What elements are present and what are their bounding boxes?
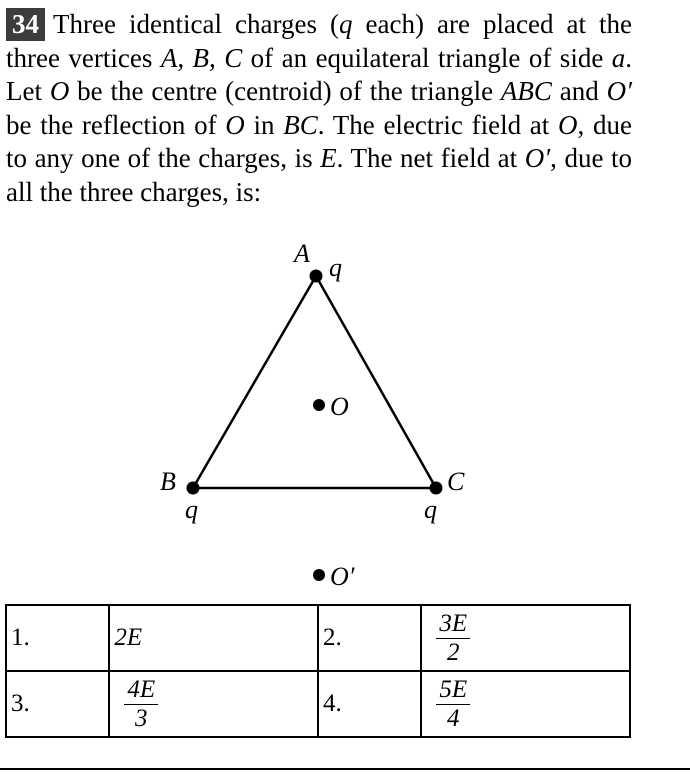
math-e: E [320, 143, 337, 173]
option-2-fraction [436, 610, 470, 667]
text-part: , due to all the three charges, is: [6, 143, 633, 207]
text-part: of an equilateral triangle of side [242, 42, 612, 73]
math-bc: BC [283, 109, 318, 140]
text-part: be the centre (centroid) of the triangle [69, 76, 501, 106]
text-part: . The net field at [336, 143, 525, 173]
question-text [6, 8, 632, 209]
math-q: q [338, 9, 353, 39]
charge-dot-b [187, 482, 200, 495]
text-part: . The electric field at [317, 109, 559, 140]
bottom-divider [0, 768, 690, 770]
centroid-dot [313, 399, 325, 411]
fraction-numerator: 3E [436, 610, 470, 639]
text-part: in [244, 109, 284, 140]
label-centroid: O [330, 392, 349, 421]
text-part: and [551, 76, 607, 106]
math-o: O [225, 109, 245, 140]
options-row [6, 671, 630, 737]
charge-dot-c [430, 482, 443, 495]
fraction-denominator: 3 [134, 704, 148, 732]
question-number: 34 [6, 8, 45, 41]
charge-dot-a [310, 270, 323, 283]
text-part: Three identical charges ( [53, 9, 339, 39]
option-3-fraction [124, 676, 158, 733]
math-o-prime: O′ [524, 143, 551, 173]
label-vertex-a: A [294, 239, 310, 268]
text-part: . Let [6, 42, 633, 106]
text-part: , due to any one of the charges, is [6, 109, 632, 173]
option-4-value[interactable] [421, 671, 630, 737]
text-part: be the reflection of [6, 109, 226, 140]
text-part: each) are placed at the three vertices [6, 9, 632, 73]
label-charge-b: q [185, 495, 198, 524]
option-number: 2. [318, 605, 421, 671]
options-table [5, 604, 631, 738]
option-number: 4. [318, 671, 421, 737]
label-charge-a: q [329, 253, 342, 282]
triangle-figure [0, 232, 690, 592]
side-ac [316, 276, 436, 488]
label-vertex-c: C [447, 467, 465, 496]
option-3-value[interactable] [109, 671, 318, 737]
math-side: a [611, 42, 626, 73]
math-o: O [49, 76, 70, 106]
option-1-value[interactable] [109, 605, 318, 671]
fraction-denominator: 4 [446, 704, 460, 732]
math-abc: ABC [500, 76, 552, 106]
label-reflection: O′ [330, 562, 355, 591]
math-o: O [558, 109, 578, 140]
side-ab [193, 276, 316, 488]
reflection-dot [313, 569, 325, 581]
label-vertex-b: B [160, 467, 176, 496]
fraction-denominator: 2 [446, 638, 460, 666]
label-charge-c: q [424, 495, 437, 524]
option-number: 3. [6, 671, 109, 737]
option-2-value[interactable] [421, 605, 630, 671]
math-vertices: A, B, C [160, 42, 243, 73]
option-4-fraction [436, 676, 470, 733]
math-o-prime: O′ [606, 76, 632, 106]
fraction-numerator: 4E [124, 676, 158, 705]
fraction-numerator: 5E [436, 676, 470, 705]
option-1-text: 2E [114, 624, 143, 651]
options-row [6, 605, 630, 671]
option-number: 1. [6, 605, 109, 671]
